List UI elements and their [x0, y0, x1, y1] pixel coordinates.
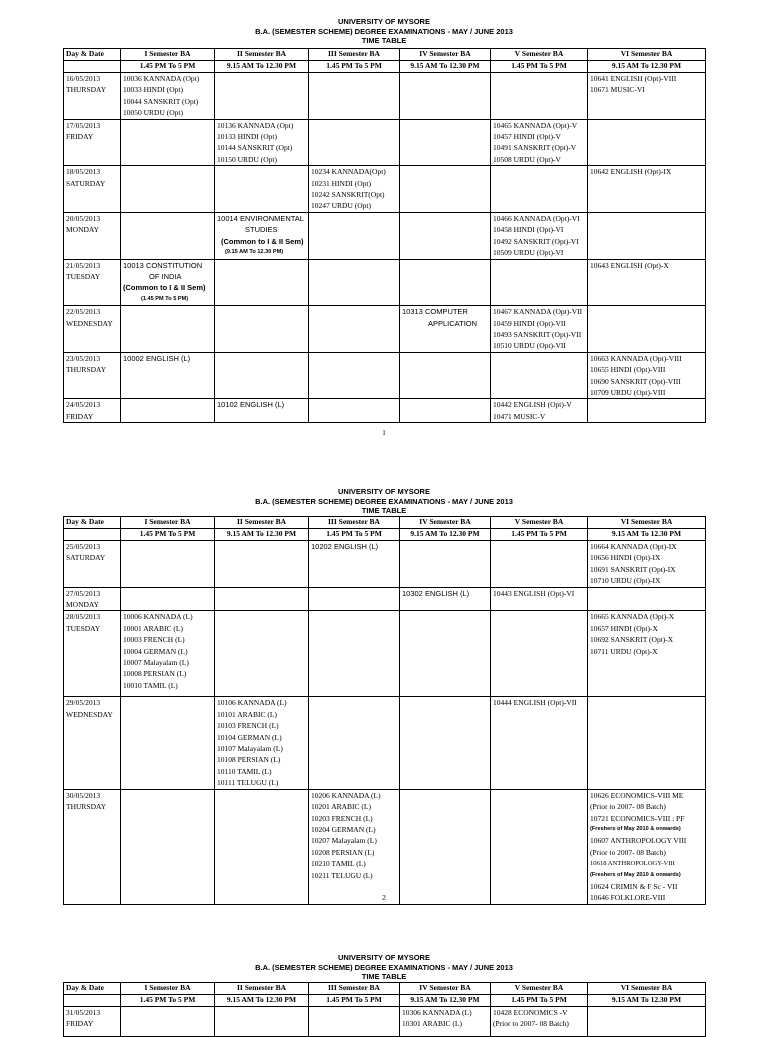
table-row — [64, 541, 706, 588]
table-row — [64, 119, 706, 166]
date-cell: 30/05/2013 THURSDAY — [64, 789, 121, 904]
timetable-page-3 — [63, 982, 706, 1037]
timing-row — [64, 995, 706, 1007]
table-row — [64, 587, 706, 611]
timing-row — [64, 529, 706, 541]
subject-cell: 10006 KANNADA (L) 10001 ARABIC (L) 10003 FRENCH (L) 10004 GERMAN (L) 10007 Malayalam (L) 10008 PERSIAN (L) 10010 TAMIL (L) — [121, 611, 215, 697]
col-sem-1: I Semester BA — [121, 49, 215, 61]
col-sem-5: V Semester BA — [491, 983, 588, 995]
timing-sem-4: 9.15 AM To 12.30 PM — [400, 529, 491, 541]
subject-cell: 10014 ENVIRONMENTAL STUDIES (Common to I & II Sem) (9.15 AM To 12.30 PM) — [215, 212, 309, 259]
subject-cell: 10665 KANNADA (Opt)-X 10657 HINDI (Opt)-X 10692 SANSKRIT (Opt)-X 10711 URDU (Opt)-X — [588, 611, 706, 697]
table-row — [64, 73, 706, 120]
date-cell: 28/05/2013 TUESDAY — [64, 611, 121, 697]
date-cell: 18/05/2013 SATURDAY — [64, 166, 121, 213]
subject-cell: 10467 KANNADA (Opt)-VII 10459 HINDI (Opt)-VII 10493 SANSKRIT (Opt)-VII 10510 URDU (Opt)-VII — [491, 306, 588, 353]
col-sem-2: II Semester BA — [215, 983, 309, 995]
subject-cell: 10234 KANNADA(Opt) 10231 HINDI (Opt) 10242 SANSKRIT(Opt) 10247 URDU (Opt) — [309, 166, 400, 213]
subject-cell: 10428 ECONOMICS -V (Prior to 2007- 08 Batch) — [491, 1007, 588, 1037]
timing-sem-3: 1.45 PM To 5 PM — [309, 529, 400, 541]
timing-sem-2: 9.15 AM To 12.30 PM — [215, 61, 309, 73]
subject-cell: 10465 KANNADA (Opt)-V 10457 HINDI (Opt)-V 10491 SANSKRIT (Opt)-V 10508 URDU (Opt)-V — [491, 119, 588, 166]
timing-sem-6: 9.15 AM To 12.30 PM — [588, 529, 706, 541]
col-day-date: Day & Date — [64, 517, 121, 529]
date-cell: 31/05/2013 FRIDAY — [64, 1007, 121, 1037]
page-number: 1 — [382, 428, 386, 437]
exam-title: B.A. (SEMESTER SCHEME) DEGREE EXAMINATIONS - MAY / JUNE 2013 — [255, 962, 513, 972]
col-sem-1: I Semester BA — [121, 983, 215, 995]
timing-sem-6: 9.15 AM To 12.30 PM — [588, 995, 706, 1007]
table-row — [64, 352, 706, 399]
timetable-page-2 — [63, 516, 706, 905]
subject-cell: 10626 ECONOMICS-VIII ME (Prior to 2007- 08 Batch) 10721 ECONOMICS-VIII : PF (Freshers of May 2010 & onwards) 10607 ANTHROPOLOGY VIII (Prior to 2007- 08 Batch) 10618 ANTHROPOLOGY-VIII (Freshers of May 2010 & onwards) 10624 CRIMIN & F Sc - VII 10646 FOLKLORE-VIII — [588, 789, 706, 904]
col-sem-5: V Semester BA — [491, 49, 588, 61]
date-cell: 20/05/2013 MONDAY — [64, 212, 121, 259]
date-cell: 29/05/2013 WEDNESDAY — [64, 697, 121, 789]
date-cell: 27/05/2013 MONDAY — [64, 587, 121, 611]
subject-cell: 10106 KANNADA (L) 10101 ARABIC (L) 10103 FRENCH (L) 10104 GERMAN (L) 10107 Malayalam (L) 10108 PERSIAN (L) 10110 TAMIL (L) 10111 TELUGU (L) — [215, 697, 309, 789]
timing-sem-5: 1.45 PM To 5 PM — [491, 995, 588, 1007]
date-cell: 21/05/2013 TUESDAY — [64, 259, 121, 306]
subject-cell: 10036 KANNADA (Opt) 10033 HINDI (Opt) 10044 SANSKRIT (Opt) 10050 URDU (Opt) — [121, 73, 215, 120]
subject-cell: 10642 ENGLISH (Opt)-IX — [588, 166, 706, 213]
col-sem-6: VI Semester BA — [588, 517, 706, 529]
timing-sem-5: 1.45 PM To 5 PM — [491, 61, 588, 73]
date-cell: 24/05/2013 FRIDAY — [64, 399, 121, 423]
subject-cell: 10643 ENGLISH (Opt)-X — [588, 259, 706, 306]
subject-cell: 10102 ENGLISH (L) — [215, 399, 309, 423]
table-row — [64, 697, 706, 789]
subject-cell: 10202 ENGLISH (L) — [309, 541, 400, 588]
table-row — [64, 1007, 706, 1037]
table-row — [64, 212, 706, 259]
timing-sem-1: 1.45 PM To 5 PM — [121, 995, 215, 1007]
date-cell: 23/05/2013 THURSDAY — [64, 352, 121, 399]
table-row — [64, 259, 706, 306]
page-number: 2 — [382, 893, 386, 902]
col-sem-4: IV Semester BA — [400, 517, 491, 529]
col-sem-5: V Semester BA — [491, 517, 588, 529]
subject-cell: 10002 ENGLISH (L) — [121, 352, 215, 399]
col-day-date: Day & Date — [64, 983, 121, 995]
col-sem-4: IV Semester BA — [400, 49, 491, 61]
header-row — [64, 517, 706, 529]
timing-sem-1: 1.45 PM To 5 PM — [121, 61, 215, 73]
timing-sem-6: 9.15 AM To 12.30 PM — [588, 61, 706, 73]
header-row — [64, 49, 706, 61]
subject-cell: 10013 CONSTITUTION OF INDIA (Common to I & II Sem) (1.45 PM To 5 PM) — [121, 259, 215, 306]
date-cell: 17/05/2013 FRIDAY — [64, 119, 121, 166]
header-row — [64, 983, 706, 995]
col-day-date: Day & Date — [64, 49, 121, 61]
date-cell: 25/05/2013 SATURDAY — [64, 541, 121, 588]
timing-sem-3: 1.45 PM To 5 PM — [309, 61, 400, 73]
page-header — [0, 17, 768, 46]
timing-sem-4: 9.15 AM To 12.30 PM — [400, 995, 491, 1007]
col-sem-6: VI Semester BA — [588, 983, 706, 995]
timing-sem-2: 9.15 AM To 12.30 PM — [215, 995, 309, 1007]
col-sem-1: I Semester BA — [121, 517, 215, 529]
university-title: UNIVERSITY OF MYSORE — [338, 953, 430, 962]
subject-cell: 10313 COMPUTER APPLICATION — [400, 306, 491, 353]
col-sem-2: II Semester BA — [215, 517, 309, 529]
table-row — [64, 611, 706, 697]
subject-cell: 10466 KANNADA (Opt)-VI 10458 HINDI (Opt)-VI 10492 SANSKRIT (Opt)-VI 10509 URDU (Opt)-VI — [491, 212, 588, 259]
subject-cell: 10664 KANNADA (Opt)-IX 10656 HINDI (Opt)-IX 10691 SANSKRIT (Opt)-IX 10710 URDU (Opt)-IX — [588, 541, 706, 588]
table-row — [64, 306, 706, 353]
table-row — [64, 166, 706, 213]
subject-cell: 10306 KANNADA (L) 10301 ARABIC (L) — [400, 1007, 491, 1037]
university-title: UNIVERSITY OF MYSORE — [338, 487, 430, 496]
timing-sem-3: 1.45 PM To 5 PM — [309, 995, 400, 1007]
table-row — [64, 399, 706, 423]
timetable-label: TIME TABLE — [361, 36, 407, 45]
date-cell: 22/05/2013 WEDNESDAY — [64, 306, 121, 353]
university-title: UNIVERSITY OF MYSORE — [338, 17, 430, 26]
col-sem-3: III Semester BA — [309, 49, 400, 61]
subject-cell: 10641 ENGLISH (Opt)-VIII 10671 MUSIC-VI — [588, 73, 706, 120]
subject-cell: 10663 KANNADA (Opt)-VIII 10655 HINDI (Opt)-VIII 10690 SANSKRIT (Opt)-VIII 10709 URDU (Opt)-VIII — [588, 352, 706, 399]
timing-row — [64, 61, 706, 73]
subject-cell: 10136 KANNADA (Opt) 10133 HINDI (Opt) 10144 SANSKRIT (Opt) 10150 URDU (Opt) — [215, 119, 309, 166]
timetable-label: TIME TABLE — [361, 506, 407, 515]
page-header — [0, 487, 768, 516]
date-cell: 16/05/2013 THURSDAY — [64, 73, 121, 120]
timing-sem-1: 1.45 PM To 5 PM — [121, 529, 215, 541]
subject-cell: 10206 KANNADA (L) 10201 ARABIC (L) 10203 FRENCH (L) 10204 GERMAN (L) 10207 Malayalam (L) 10208 PERSIAN (L) 10210 TAMIL (L) 10211 TELUGU (L) — [309, 789, 400, 904]
subject-cell: 10442 ENGLISH (Opt)-V 10471 MUSIC-V — [491, 399, 588, 423]
col-sem-2: II Semester BA — [215, 49, 309, 61]
col-sem-3: III Semester BA — [309, 983, 400, 995]
timetable-page-1 — [63, 48, 706, 423]
col-sem-4: IV Semester BA — [400, 983, 491, 995]
timing-sem-4: 9.15 AM To 12.30 PM — [400, 61, 491, 73]
page-header — [0, 953, 768, 982]
exam-title: B.A. (SEMESTER SCHEME) DEGREE EXAMINATIONS - MAY / JUNE 2013 — [255, 496, 513, 506]
subject-cell: 10302 ENGLISH (L) — [400, 587, 491, 611]
subject-cell: 10444 ENGLISH (Opt)-VII — [491, 697, 588, 789]
timing-sem-2: 9.15 AM To 12.30 PM — [215, 529, 309, 541]
subject-cell: 10443 ENGLISH (Opt)-VI — [491, 587, 588, 611]
timetable-label: TIME TABLE — [361, 972, 407, 981]
col-sem-3: III Semester BA — [309, 517, 400, 529]
timing-sem-5: 1.45 PM To 5 PM — [491, 529, 588, 541]
table-row — [64, 789, 706, 904]
col-sem-6: VI Semester BA — [588, 49, 706, 61]
exam-title: B.A. (SEMESTER SCHEME) DEGREE EXAMINATIONS - MAY / JUNE 2013 — [255, 26, 513, 36]
